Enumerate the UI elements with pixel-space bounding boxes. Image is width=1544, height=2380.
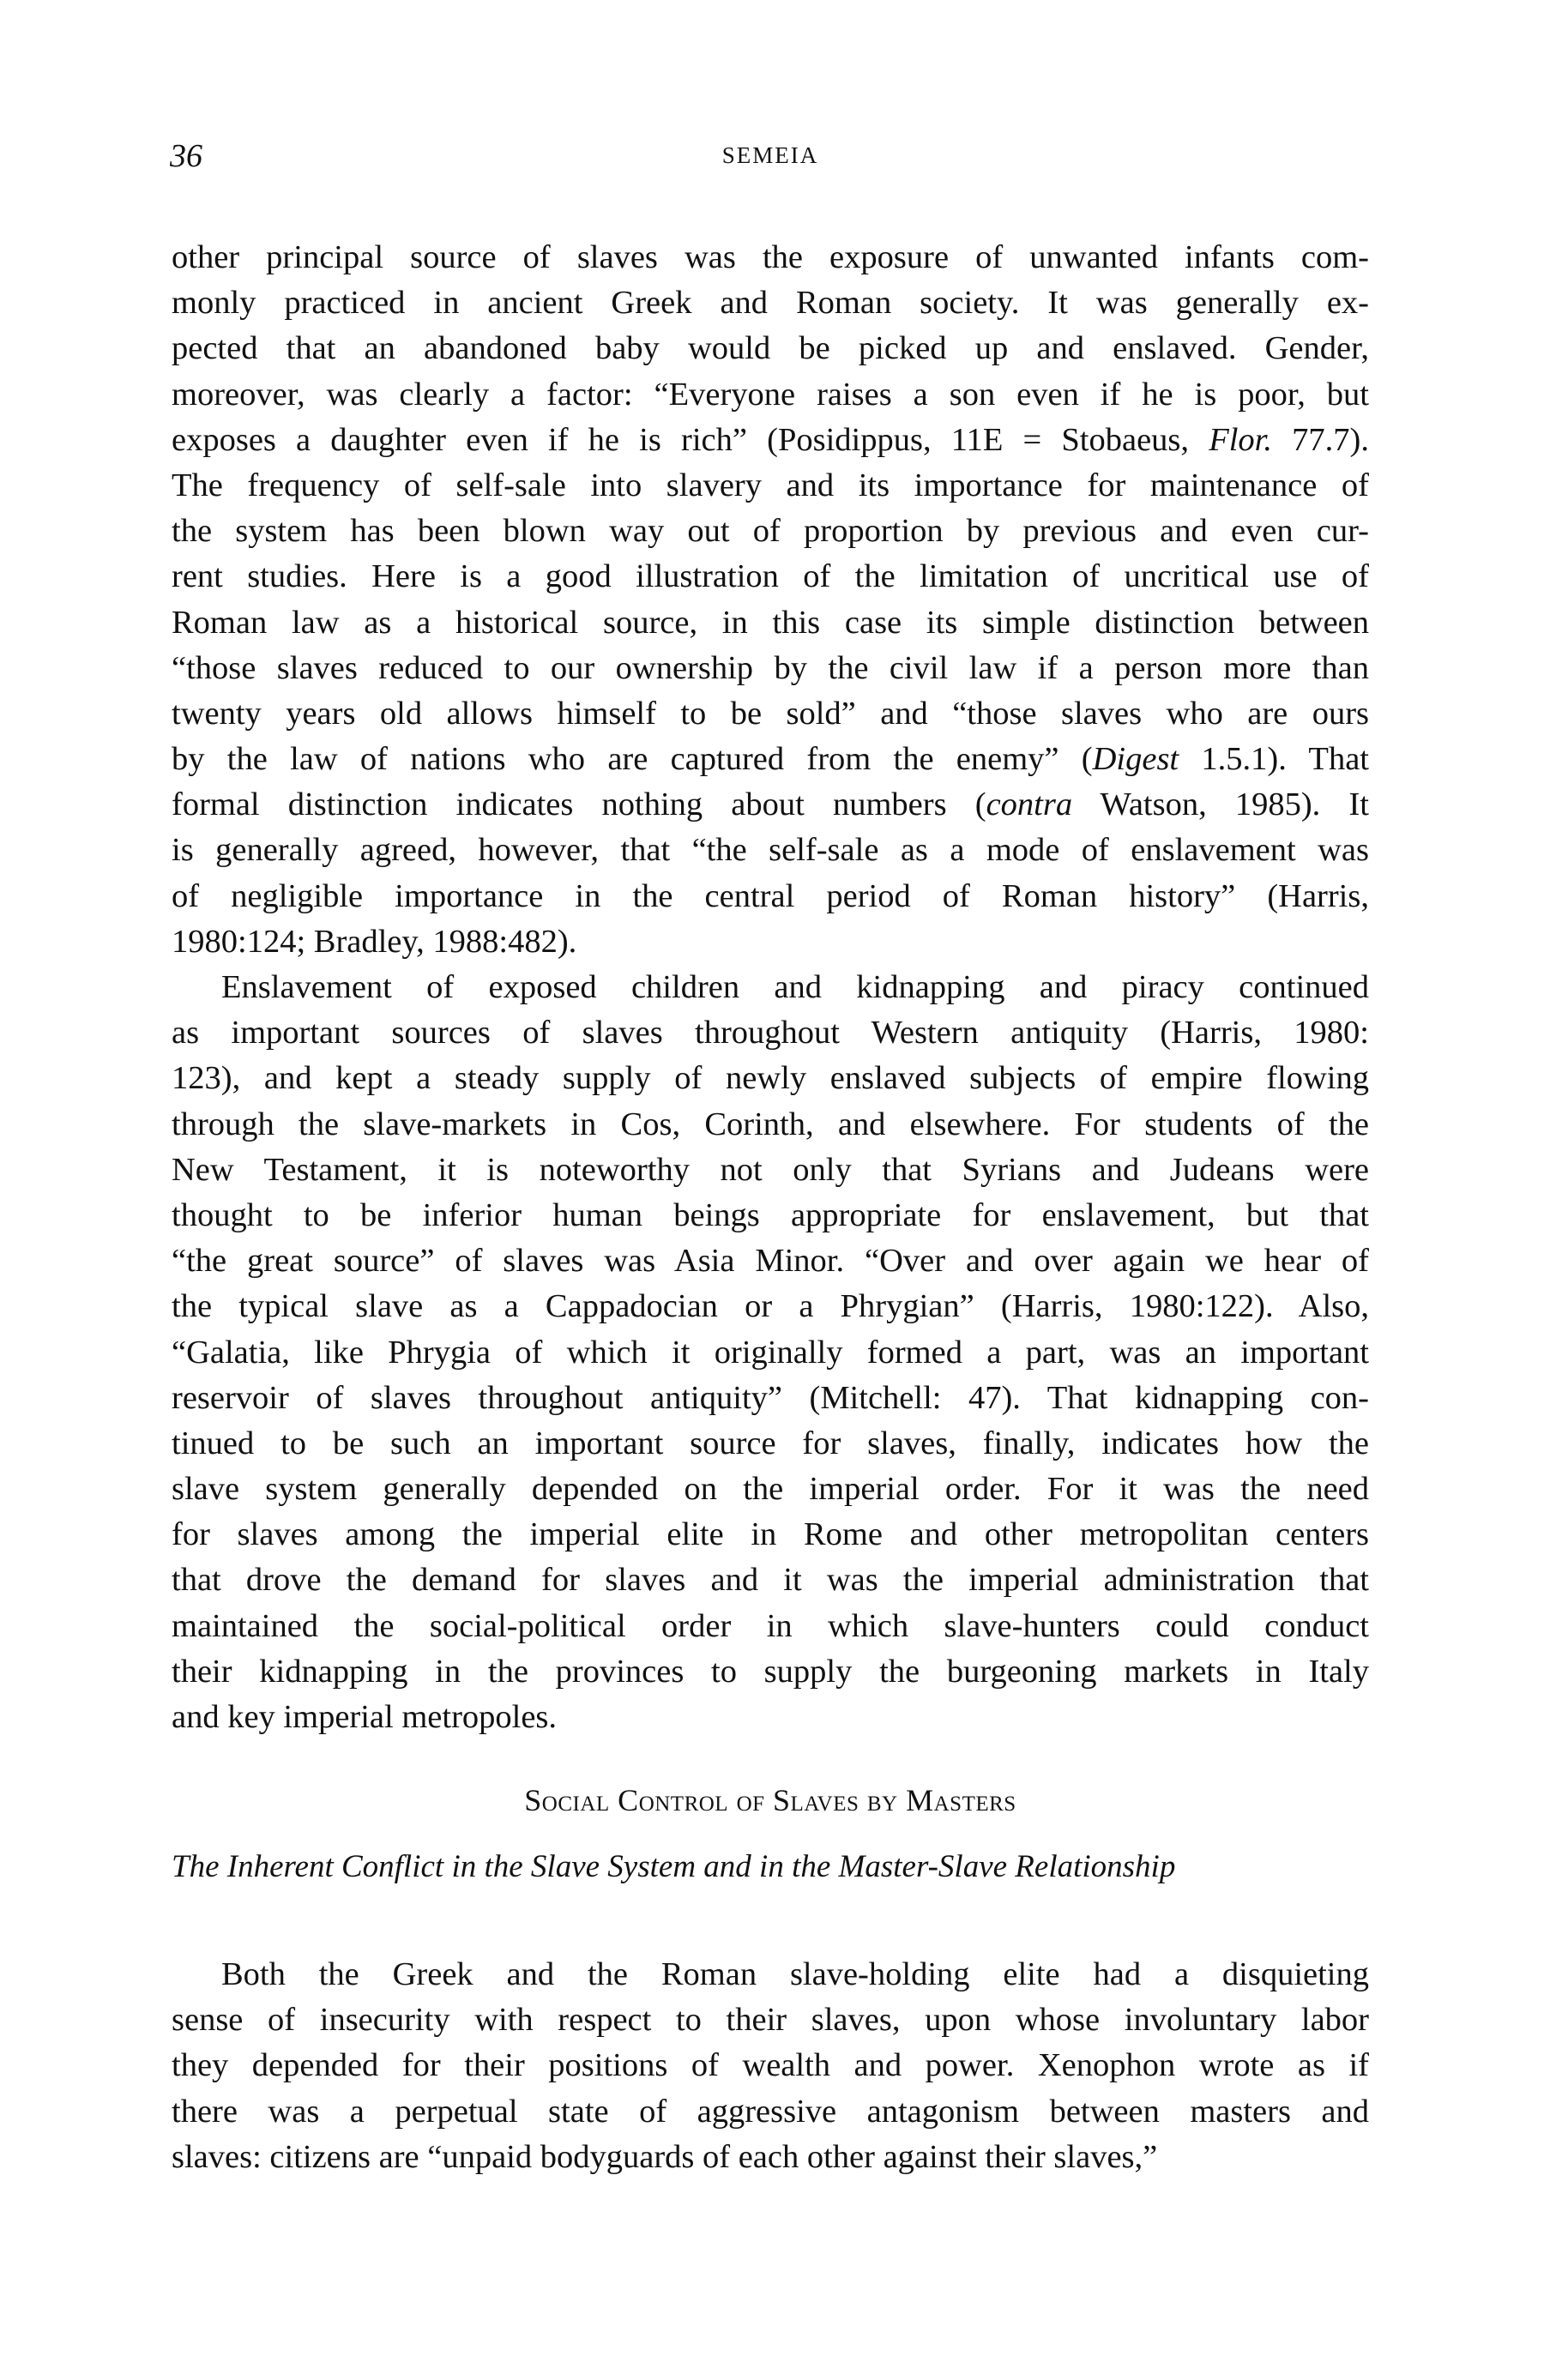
body-text-bottom xyxy=(172,1952,1369,2180)
italic-text: Digest xyxy=(1092,741,1179,778)
text-line: reservoir of slaves throughout antiquity” (Mitchell: 47). That kidnapping con- xyxy=(172,1379,1369,1416)
text-line: of negligible importance in the central period of Roman history” (Harris, xyxy=(172,877,1369,914)
paragraph xyxy=(172,965,1369,1740)
text-line: as important sources of slaves throughout Western antiquity (Harris, 1980: xyxy=(172,1015,1369,1051)
text-line: Roman law as a historical source, in this case its simple distinction between xyxy=(172,604,1369,641)
text-line: rent studies. Here is a good illustration of the limitation of uncritical use of xyxy=(172,558,1369,595)
text-line: “Galatia, like Phrygia of which it originally formed a part, was an important xyxy=(172,1334,1369,1371)
text-line: maintained the social-political order in which slave-hunters could conduct xyxy=(172,1607,1369,1644)
text-line: “those slaves reduced to our ownership by the civil law if a person more than xyxy=(172,649,1369,686)
running-head xyxy=(172,137,1369,189)
text-line: sense of insecurity with respect to their slaves, upon whose involuntary labor xyxy=(172,2002,1369,2039)
text-line: for slaves among the imperial elite in Rome and other metropolitan centers xyxy=(172,1516,1369,1553)
text-line: by the law of nations who are captured from the enemy” (Digest 1.5.1). That xyxy=(172,741,1369,778)
text-line: twenty years old allows himself to be sold” and “those slaves who are ours xyxy=(172,695,1369,732)
text-line: is generally agreed, however, that “the self-sale as a mode of enslavement was xyxy=(172,832,1369,869)
text-line: and key imperial metropoles. xyxy=(172,1699,558,1735)
text-line: they depended for their positions of wealth and power. Xenophon wrote as if xyxy=(172,2047,1369,2084)
text-line: Both the Greek and the Roman slave-holding elite had a disquieting xyxy=(221,1956,1369,1992)
paragraph xyxy=(172,1952,1369,2180)
text-line: 1980:124; Bradley, 1988:482). xyxy=(172,923,577,960)
journal-title: SEMEIA xyxy=(721,142,819,168)
text-line: “the great source” of slaves was Asia Minor. “Over and over again we hear of xyxy=(172,1243,1369,1280)
text-line: formal distinction indicates nothing about numbers (contra Watson, 1985). It xyxy=(172,786,1369,823)
text-line: The frequency of self-sale into slavery and its importance for maintenance of xyxy=(172,467,1369,503)
section-heading: Social Control of Slaves by Masters xyxy=(524,1783,1016,1817)
text-line: moreover, was clearly a factor: “Everyone raises a son even if he is poor, but xyxy=(172,376,1369,413)
text-line: the system has been blown way out of proportion by previous and even cur- xyxy=(172,513,1369,550)
page-number: 36 xyxy=(170,138,202,174)
text-line: their kidnapping in the provinces to supply the burgeoning markets in Italy xyxy=(172,1653,1369,1690)
text-line: the typical slave as a Cappadocian or a Phrygian” (Harris, 1980:122). Also, xyxy=(172,1288,1369,1325)
text-line: 123), and kept a steady supply of newly enslaved subjects of empire flowing xyxy=(172,1060,1369,1097)
text-line: pected that an abandoned baby would be picked up and enslaved. Gender, xyxy=(172,330,1369,367)
text-line: other principal source of slaves was the exposure of unwanted infants com- xyxy=(172,239,1369,275)
text-line: that drove the demand for slaves and it was the imperial administration that xyxy=(172,1562,1369,1599)
text-line: monly practiced in ancient Greek and Roman society. It was generally ex- xyxy=(172,285,1369,322)
text-line: thought to be inferior human beings appropriate for enslavement, but that xyxy=(172,1196,1369,1233)
text-line: slaves: citizens are “unpaid bodyguards of each other against their slaves,” xyxy=(172,2138,1158,2175)
paragraph xyxy=(172,235,1369,965)
body-text-top xyxy=(172,235,1369,1740)
text-line: there was a perpetual state of aggressive antagonism between masters and xyxy=(172,2093,1369,2130)
text-line: through the slave-markets in Cos, Corinth, and elsewhere. For students of the xyxy=(172,1106,1369,1142)
text-line: New Testament, it is noteworthy not only that Syrians and Judeans were xyxy=(172,1151,1369,1188)
subsection-heading: The Inherent Conflict in the Slave System and in the Master-Slave Relationship xyxy=(172,1849,1176,1884)
text-line: exposes a daughter even if he is rich” (Posidippus, 11E = Stobaeus, Flor. 77.7). xyxy=(172,421,1369,458)
italic-text: Flor. xyxy=(1209,421,1272,458)
text-line: Enslavement of exposed children and kidnapping and piracy continued xyxy=(221,969,1369,1005)
italic-text: contra xyxy=(986,786,1073,823)
text-line: slave system generally depended on the imperial order. For it was the need xyxy=(172,1471,1369,1508)
text-line: tinued to be such an important source for slaves, finally, indicates how the xyxy=(172,1425,1369,1461)
